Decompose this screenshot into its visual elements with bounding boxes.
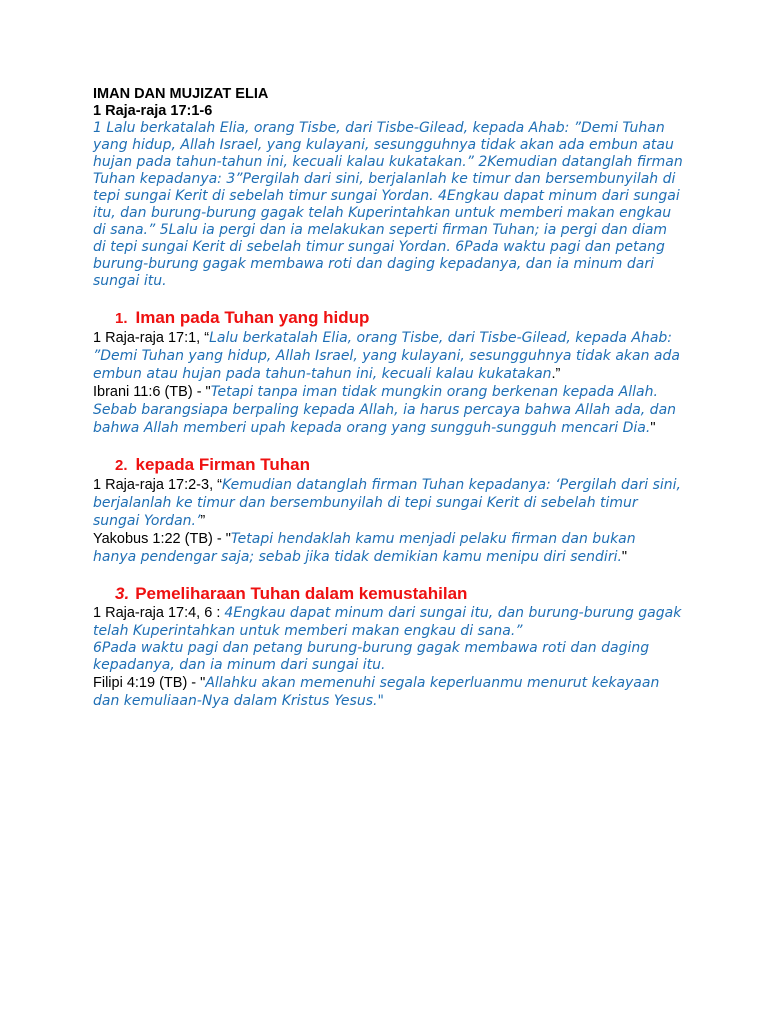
verse-source: Ibrani 11:6 (TB) - " bbox=[93, 384, 211, 400]
section-1-paragraph-1 bbox=[93, 329, 683, 383]
verse-quote: Tetapi hendaklah kamu menjadi pelaku firman dan bukan hanya pendengar saja; sebab jika tidak demikian kamu menipu diri sendiri. bbox=[93, 531, 636, 565]
section-heading-1 bbox=[93, 308, 683, 329]
section-heading-2 bbox=[93, 455, 683, 476]
section-number: 3. bbox=[115, 584, 130, 603]
verse-source: 1 Raja-raja 17:2-3, “ bbox=[93, 477, 222, 493]
verse-source: Filipi 4:19 (TB) - " bbox=[93, 675, 206, 691]
section-2-paragraph-2 bbox=[93, 530, 683, 566]
section-number: 1. bbox=[115, 310, 128, 327]
document-title: IMAN DAN MUJIZAT ELIA bbox=[93, 86, 269, 102]
verse-end: " bbox=[621, 549, 628, 565]
section-title: Iman pada Tuhan yang hidup bbox=[135, 308, 370, 327]
section-3-paragraph-1 bbox=[93, 604, 683, 640]
verse-quote: Lalu berkatalah Elia, orang Tisbe, dari Tisbe-Gilead, kepada Ahab: ”Demi Tuhan yang hidup, Allah Israel, yang kulayani, sesungguhnya tidak akan ada embun atau hujan pada tahun-tahun ini, kecuali kalau kukatakan bbox=[93, 330, 680, 382]
section-3-paragraph-1b: 6Pada waktu pagi dan petang burung-burung gagak membawa roti dan daging kepadanya, dan ia minum dari sungai itu. bbox=[93, 640, 650, 673]
verse-source: 1 Raja-raja 17:1, “ bbox=[93, 330, 210, 346]
verse-end: " bbox=[650, 420, 656, 436]
verse-quote: Allahku akan memenuhi segala keperluanmu menurut kekayaan dan kemuliaan-Nya dalam Kristus Yesus. bbox=[93, 675, 660, 709]
section-title: kepada Firman Tuhan bbox=[135, 455, 310, 474]
section-number: 2. bbox=[115, 457, 128, 474]
verse-source: 1 Raja-raja 17:4, 6 : bbox=[93, 605, 225, 621]
verse-end: ” bbox=[200, 513, 206, 529]
section-2-paragraph-1 bbox=[93, 476, 683, 530]
verse-quote: Tetapi tanpa iman tidak mungkin orang berkenan kepada Allah. Sebab barangsiapa berpaling kepada Allah, ia harus percaya bahwa Allah ada, dan bahwa Allah memberi upah kepada orang yang sungguh-sungguh mencari Dia. bbox=[93, 384, 677, 436]
verse-end: .” bbox=[551, 366, 561, 382]
section-3-paragraph-2 bbox=[93, 674, 683, 710]
document-page bbox=[93, 86, 683, 710]
section-title: Pemeliharaan Tuhan dalam kemustahilan bbox=[135, 584, 468, 603]
verse-quote: Kemudian datanglah firman Tuhan kepadanya: ‘Pergilah dari sini, berjalanlah ke timur dan bersembunyilah di tepi sungai Kerit di sebelah timur sungai Yordan.’ bbox=[93, 477, 681, 529]
verse-quote: 4Engkau dapat minum dari sungai itu, dan burung-burung gagak telah Kuperintahkan untuk memberi makan engkau di sana.” bbox=[93, 605, 682, 639]
section-heading-3 bbox=[93, 584, 683, 604]
verse-source: Yakobus 1:22 (TB) - " bbox=[93, 531, 231, 547]
section-1-paragraph-2 bbox=[93, 383, 683, 437]
verse-end: " bbox=[377, 693, 384, 709]
scripture-passage: 1 Lalu berkatalah Elia, orang Tisbe, dari Tisbe-Gilead, kepada Ahab: ”Demi Tuhan yang hidup, Allah Israel, yang kulayani, sesungguhnya tidak akan ada embun atau hujan pada tahun-tahun ini, kecuali kalau kukatakan.” 2Kemudian datanglah firman Tuhan kepadanya: 3”Pergilah dari sini, berjalanlah ke timur dan bersembunyilah di tepi sungai Kerit di sebelah timur sungai Yordan. 4Engkau dapat minum dari sungai itu, dan burung-burung gagak telah Kuperintahkan untuk memberi makan engkau di sana.” 5Lalu ia pergi dan ia melakukan seperti firman Tuhan; ia pergi dan diam di tepi sungai Kerit di sebelah timur sungai Yordan. 6Pada waktu pagi dan petang burung-burung gagak membawa roti dan daging kepadanya, dan ia minum dari sungai itu. bbox=[93, 120, 683, 289]
scripture-reference: 1 Raja-raja 17:1-6 bbox=[93, 103, 213, 119]
